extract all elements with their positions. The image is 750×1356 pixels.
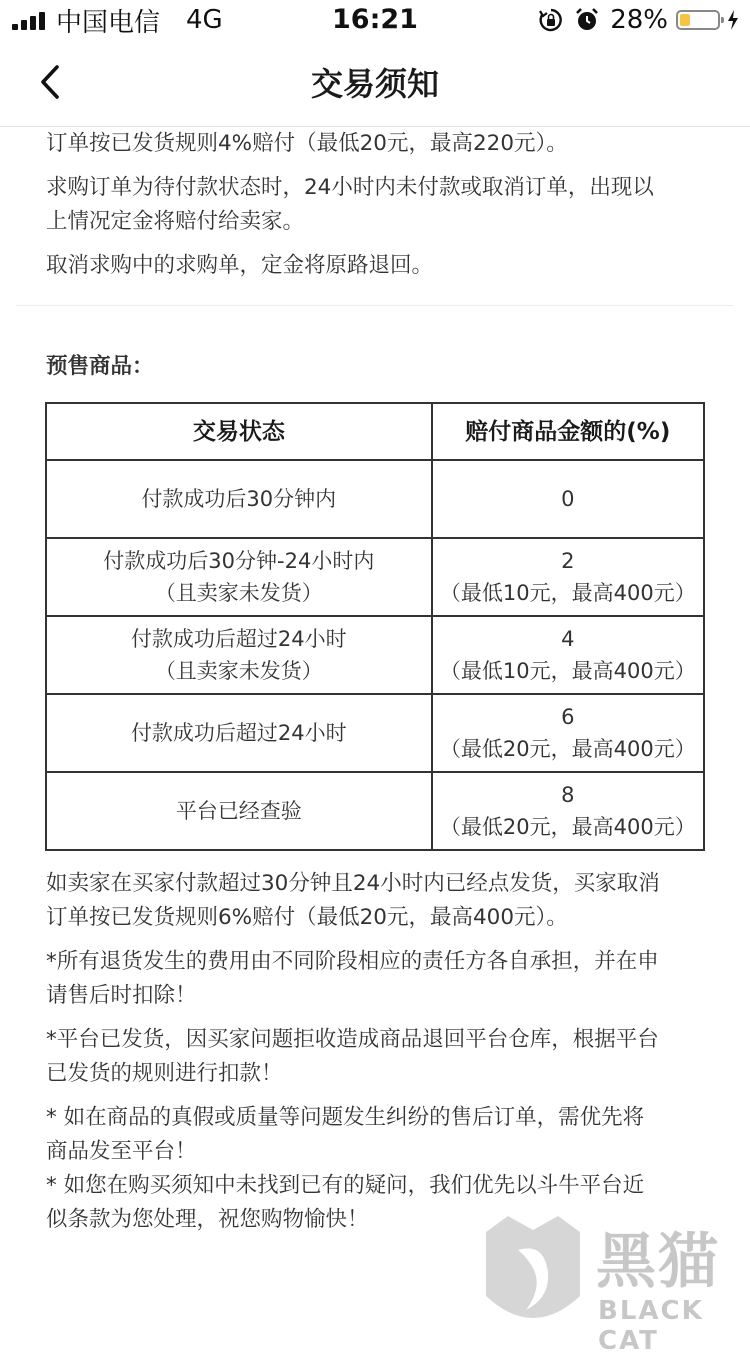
header-status: 交易状态 bbox=[46, 403, 432, 460]
table-row bbox=[46, 694, 704, 772]
status-text: 付款成功后超过24小时 bbox=[130, 627, 347, 651]
charging-icon bbox=[726, 9, 740, 31]
status-text: 付款成功后30分钟-24小时内 bbox=[103, 549, 375, 573]
rate-cell bbox=[432, 694, 704, 772]
status-bar bbox=[0, 0, 750, 40]
status-note: （且卖家未发货） bbox=[154, 659, 323, 683]
status-cell bbox=[46, 616, 432, 694]
watermark-subtext: BLACK CAT bbox=[598, 1296, 704, 1356]
content bbox=[0, 127, 750, 1247]
section-additional-rules bbox=[0, 867, 750, 1237]
status-cell bbox=[46, 538, 432, 616]
rate-value: 2 bbox=[561, 549, 575, 573]
status-time: 16:21 bbox=[332, 4, 418, 35]
watermark-text: 黑猫 bbox=[596, 1227, 720, 1297]
rate-note: （最低20元，最高400元） bbox=[439, 737, 696, 761]
rate-value: 6 bbox=[561, 705, 575, 729]
battery-icon bbox=[676, 10, 720, 30]
table-row bbox=[46, 616, 704, 694]
rate-value: 0 bbox=[561, 487, 575, 511]
rule-paragraph: * 如您在购买须知中未找到已有的疑问，我们优先以斗牛平台近 似条款为您处理，祝您购物愉快！ bbox=[46, 1173, 645, 1232]
status-cell bbox=[46, 772, 432, 850]
rate-cell bbox=[432, 538, 704, 616]
rate-value: 4 bbox=[561, 627, 575, 651]
table-row bbox=[46, 538, 704, 616]
presale-title: 预售商品： bbox=[46, 354, 154, 379]
alarm-icon bbox=[574, 7, 600, 33]
network-label: 4G bbox=[186, 5, 223, 35]
rate-note: （最低10元，最高400元） bbox=[439, 581, 696, 605]
table-row bbox=[46, 460, 704, 538]
nav-bar bbox=[0, 40, 750, 127]
status-right bbox=[538, 4, 740, 36]
header-rate: 赔付商品金额的(%) bbox=[432, 403, 704, 460]
status-text: 付款成功后30分钟内 bbox=[141, 487, 337, 511]
section-cancellation-rules bbox=[0, 127, 750, 283]
rate-note: （最低10元，最高400元） bbox=[439, 659, 696, 683]
watermark bbox=[478, 1212, 750, 1356]
rule-paragraph: 如卖家在买家付款超过30分钟且24小时内已经点发货，买家取消 订单按已发货规则6%赔付（最低20元，最高400元）。 bbox=[46, 871, 660, 930]
status-cell bbox=[46, 694, 432, 772]
rate-note: （最低20元，最高400元） bbox=[439, 815, 696, 839]
status-text: 平台已经查验 bbox=[175, 799, 302, 823]
section-divider bbox=[16, 305, 734, 306]
rate-cell bbox=[432, 616, 704, 694]
rate-cell bbox=[432, 460, 704, 538]
table-row bbox=[46, 772, 704, 850]
carrier-label: 中国电信 bbox=[56, 7, 161, 38]
page-title: 交易须知 bbox=[310, 65, 439, 103]
battery-percent: 28% bbox=[610, 5, 668, 35]
rule-paragraph: * 如在商品的真假或质量等问题发生纠纷的售后订单，需优先将 商品发至平台！ bbox=[46, 1105, 645, 1164]
status-cell bbox=[46, 460, 432, 538]
rule-paragraph: *所有退货发生的费用由不同阶段相应的责任方各自承担，并在申 请售后时扣除！ bbox=[46, 949, 659, 1008]
table-header-row bbox=[46, 403, 704, 460]
battery-fill bbox=[680, 14, 690, 26]
status-note: （且卖家未发货） bbox=[154, 581, 323, 605]
rate-value: 8 bbox=[561, 783, 575, 807]
rule-paragraph: 取消求购中的求购单，定金将原路退回。 bbox=[46, 253, 434, 278]
rule-paragraph: 订单按已发货规则4%赔付（最低20元，最高220元）。 bbox=[46, 131, 568, 156]
rule-paragraph: *平台已发货，因买家问题拒收造成商品退回平台仓库，根据平台 已发货的规则进行扣款！ bbox=[46, 1027, 659, 1086]
status-text: 付款成功后超过24小时 bbox=[130, 721, 347, 745]
rule-paragraph: 求购订单为待付款状态时，24小时内未付款或取消订单，出现以 上情况定金将赔付给卖家。 bbox=[46, 175, 654, 234]
orientation-lock-icon bbox=[538, 7, 564, 33]
rate-cell bbox=[432, 772, 704, 850]
presale-compensation-table bbox=[45, 402, 705, 851]
cat-logo-icon bbox=[478, 1212, 588, 1334]
